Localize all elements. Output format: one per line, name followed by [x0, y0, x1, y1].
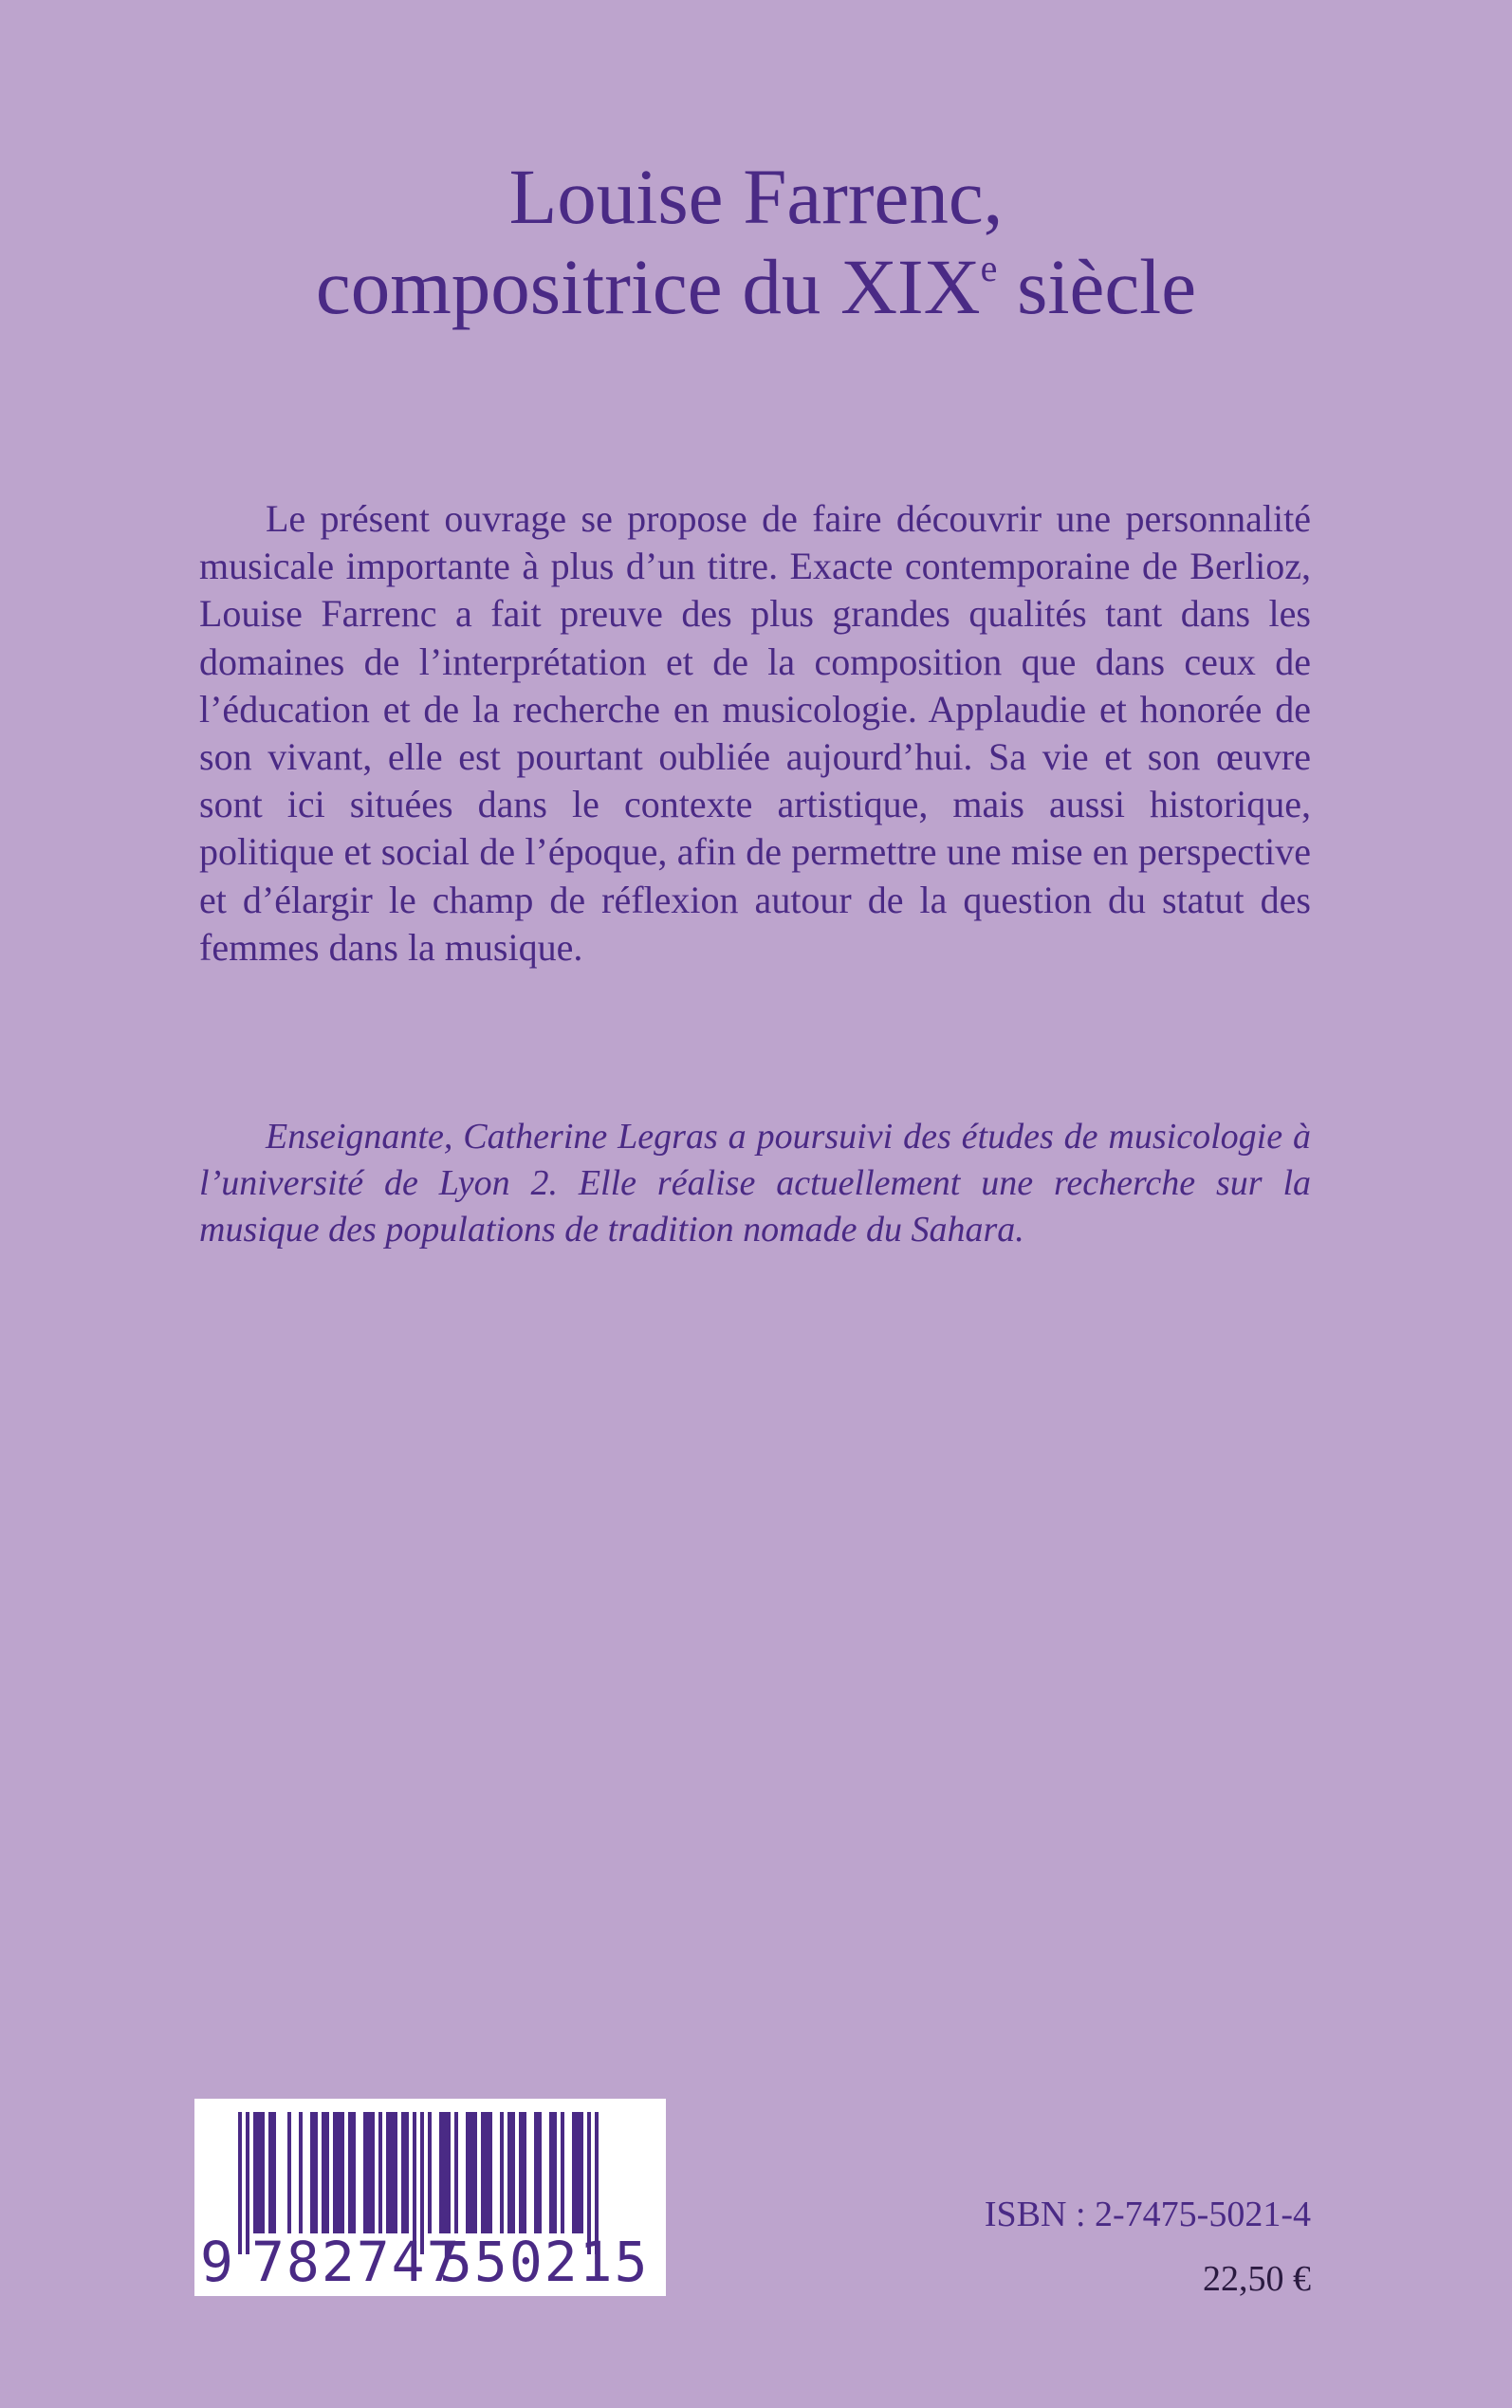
barcode-bar: [322, 2112, 325, 2233]
barcode-bar: [352, 2112, 356, 2233]
barcode-bar: [310, 2112, 314, 2233]
barcode-bar: [454, 2112, 458, 2233]
barcode-bar: [341, 2112, 344, 2233]
barcode-bar: [523, 2112, 526, 2233]
barcode-bar: [443, 2112, 447, 2233]
barcode-bar: [485, 2112, 489, 2233]
barcode-bar: [481, 2112, 485, 2233]
barcode-bar: [470, 2112, 473, 2233]
barcode-bar: [272, 2112, 276, 2233]
barcode-bar: [473, 2112, 477, 2233]
title-line-2-end: siècle: [997, 243, 1197, 330]
price-text: 22,50 €: [1203, 2259, 1311, 2299]
barcode-bar: [489, 2112, 492, 2233]
barcode-bar: [261, 2112, 265, 2233]
barcode-bar: [371, 2112, 375, 2233]
barcode-bar: [580, 2112, 583, 2233]
barcode-bar: [549, 2112, 553, 2233]
barcode-bar: [507, 2112, 511, 2233]
barcode-digits: [194, 2230, 666, 2296]
barcode-bar: [386, 2112, 390, 2233]
barcode-bar: [439, 2112, 443, 2233]
barcode-bar: [325, 2112, 329, 2233]
barcode-bar: [553, 2112, 557, 2233]
barcode-bar: [405, 2112, 409, 2233]
barcode-bar: [287, 2112, 291, 2233]
barcode-bar: [390, 2112, 394, 2233]
barcode-bar: [268, 2112, 272, 2233]
barcode-bar: [561, 2112, 564, 2233]
title-line-2-main: compositrice du XIX: [315, 243, 981, 330]
barcode-bar: [257, 2112, 261, 2233]
title-line-1: Louise Farrenc,: [508, 153, 1004, 240]
barcode-bar: [576, 2112, 580, 2233]
barcode-bar: [447, 2112, 451, 2233]
barcode-bar: [466, 2112, 470, 2233]
author-bio: Enseignante, Catherine Legras a poursuivi des études de musicologie à l’université de Lyon 2. Elle réalise actuellement une recherche sur la musique des populations de tradition nomade du Sahara.: [199, 1117, 1311, 1250]
barcode-bar: [401, 2112, 405, 2233]
barcode-bar: [314, 2112, 318, 2233]
barcode-bar: [378, 2112, 382, 2233]
barcode-bar: [299, 2112, 303, 2233]
barcode-first-digit: 9: [200, 2230, 233, 2294]
barcode-bar: [519, 2112, 523, 2233]
barcode-bar: [363, 2112, 367, 2233]
barcode-group-1: 782747: [251, 2230, 462, 2294]
barcode-bar: [394, 2112, 397, 2233]
book-title: [0, 152, 1512, 332]
barcode-bar: [572, 2112, 576, 2233]
barcode-bar: [337, 2112, 341, 2233]
isbn-text: ISBN : 2-7475-5021-4: [984, 2195, 1311, 2234]
barcode-bar: [253, 2112, 257, 2233]
barcode-bar: [500, 2112, 504, 2233]
barcode-bar: [333, 2112, 337, 2233]
barcode-bar: [367, 2112, 371, 2233]
title-line-2: [0, 242, 1512, 332]
book-summary: Le présent ouvrage se propose de faire découvrir une personnalité musicale importante à plus d’un titre. Exacte contemporaine de Berlioz, Louise Farrenc a fait preuve des plus grandes qualités tant dans les domaines de l’interprétation et de la composition que dans ceux de l’éducation et de la recherche en musicologie. Applaudie et honorée de son vivant, elle est pourtant oubliée aujourd’hui. Sa vie et son œuvre sont ici situées dans le contexte artistique, mais aussi historique, politique et social de l’époque, afin de permettre une mise en perspective et d’élargir le champ de réflexion autour de la question du statut des femmes dans la musique.: [199, 497, 1311, 969]
barcode-group-2: 550215: [439, 2230, 650, 2294]
barcode-bar: [511, 2112, 515, 2233]
barcode-bar: [534, 2112, 538, 2233]
title-superscript: e: [980, 247, 998, 289]
barcode-bar: [428, 2112, 432, 2233]
barcode: [194, 2099, 666, 2296]
barcode-bar: [538, 2112, 542, 2233]
barcode-bar: [348, 2112, 352, 2233]
